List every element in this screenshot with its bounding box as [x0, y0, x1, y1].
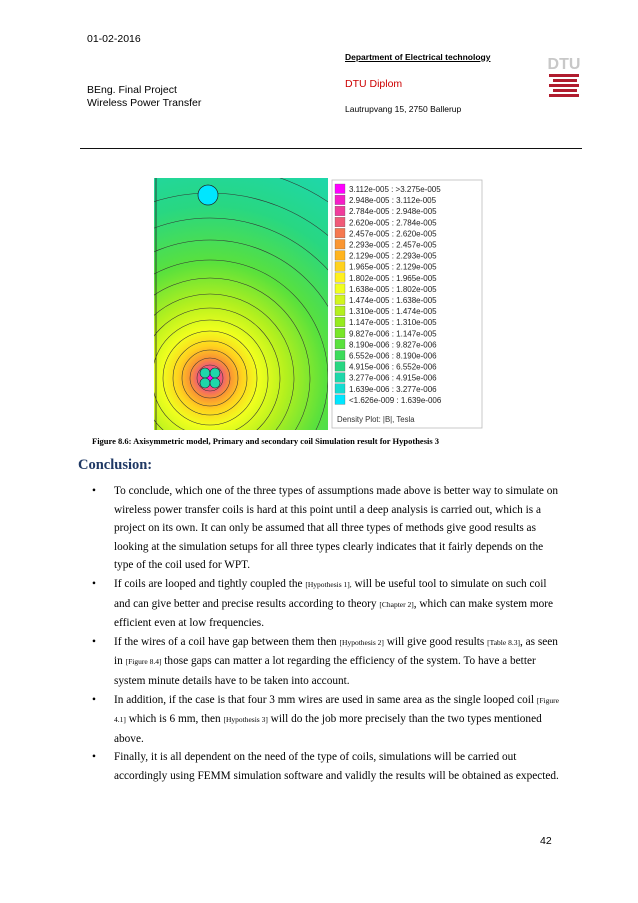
reference: [Hypothesis 3]	[223, 715, 268, 725]
header-address: Lautrupvang 15, 2750 Ballerup	[345, 104, 462, 114]
legend-label: 8.190e-006 : 9.827e-006	[349, 340, 437, 350]
section-heading: Conclusion:	[78, 457, 153, 473]
legend-label: 2.948e-005 : 3.112e-005	[349, 196, 437, 206]
project-subtitle: Wireless Power Transfer	[87, 97, 202, 109]
legend-swatch	[335, 384, 345, 394]
legend-label: 1.638e-005 : 1.802e-005	[349, 284, 437, 294]
reference: [Hypothesis 1],	[305, 579, 352, 589]
list-item: • If coils are looped and tightly coupled the [Hypothesis 1], will be useful tool to simulate on such coil and can give better and precise results according to theory [Chapter 2], which can make system more efficient even at low frequencies.	[92, 575, 564, 633]
legend-label: 1.639e-006 : 3.277e-006	[349, 384, 437, 394]
legend-label: 9.827e-006 : 1.147e-005	[349, 329, 437, 339]
legend-label: 2.784e-005 : 2.948e-005	[349, 207, 437, 217]
legend-label: 1.802e-005 : 1.965e-005	[349, 273, 437, 283]
legend-label: 1.310e-005 : 1.474e-005	[349, 307, 437, 317]
reference: [Table 8.3]	[487, 637, 520, 647]
legend-label: 2.457e-005 : 2.620e-005	[349, 229, 437, 239]
logo-stripes	[549, 74, 579, 97]
legend-label: 1.147e-005 : 1.310e-005	[349, 318, 437, 328]
reference: [Figure 4.1]	[114, 695, 559, 725]
legend-label: 1.965e-005 : 2.129e-005	[349, 262, 437, 272]
legend-swatch	[335, 395, 345, 405]
legend-swatch	[335, 306, 345, 316]
secondary-coil	[198, 185, 218, 205]
legend-swatch	[335, 184, 345, 194]
list-item	[92, 748, 564, 785]
legend-swatch	[335, 273, 345, 283]
legend-label: 6.552e-006 : 8.190e-006	[349, 351, 437, 361]
page-number: 42	[540, 835, 552, 847]
legend-swatch	[335, 251, 345, 261]
legend-swatch	[335, 206, 345, 216]
bullet-text: To conclude, which one of the three types of assumptions made above is better way to simulate on wireless power transfer coils is hard at this point until a deep analysis is carried out, which is a project on its own. It can only be assumed that all three types of methods give good results as looking at the simulation setups for all three types clearly indicates that it fairly depends on the type of the coil used for WPT.	[114, 485, 559, 572]
reference: [Hypothesis 2]	[339, 637, 384, 647]
legend-swatch	[335, 284, 345, 294]
header-rule	[80, 148, 582, 149]
legend-label: 1.474e-005 : 1.638e-005	[349, 296, 437, 305]
legend-label: 3.112e-005 : >3.275e-005	[349, 185, 441, 194]
legend-swatch	[335, 339, 345, 349]
legend-swatch	[335, 262, 345, 272]
list-item	[92, 482, 564, 575]
header-project	[87, 84, 201, 110]
reference: [Figure 8.4]	[125, 657, 162, 667]
header-dtu-diplom: DTU Diplom	[345, 78, 403, 90]
legend-swatch	[335, 217, 345, 227]
legend-label: 4.915e-006 : 6.552e-006	[349, 362, 437, 372]
legend-label: 3.277e-006 : 4.915e-006	[349, 373, 437, 383]
legend-swatch	[335, 295, 345, 305]
legend-swatch	[335, 362, 345, 372]
legend-swatch	[335, 328, 345, 338]
legend-swatch	[335, 373, 345, 383]
legend-swatch	[335, 351, 345, 361]
reference: [Chapter 2]	[379, 599, 414, 609]
legend-swatch	[335, 317, 345, 327]
simulation-figure	[154, 178, 484, 430]
legend-swatch	[335, 228, 345, 238]
legend-swatch	[335, 195, 345, 205]
legend-label: 2.620e-005 : 2.784e-005	[349, 218, 437, 228]
dtu-logo	[547, 54, 581, 100]
conclusion-list	[92, 482, 564, 786]
legend-label: 2.129e-005 : 2.293e-005	[349, 251, 437, 261]
header-date: 01-02-2016	[87, 33, 141, 45]
legend-label: 2.293e-005 : 2.457e-005	[349, 240, 437, 250]
legend-title: Density Plot: |B|, Tesla	[337, 415, 415, 424]
list-item: • In addition, if the case is that four 3 mm wires are used in same area as the single looped coil [Figure 4.1] which is 6 mm, then [Hypothesis 3] will do the job more precisely than the two types mentioned above.	[92, 691, 564, 749]
header-department: Department of Electrical technology	[345, 52, 491, 62]
project-title: BEng. Final Project	[87, 84, 177, 96]
list-item: • If the wires of a coil have gap between them then [Hypothesis 2] will give good results [Table 8.3], as seen in [Figure 8.4] those gaps can matter a lot regarding the efficiency of the system. To have a better system minute details have to be taken into account.	[92, 633, 564, 691]
logo-text: DTU	[547, 56, 581, 73]
bullet-text: Finally, it is all dependent on the need of the type of coils, simulations will be carried out accordingly using FEMM simulation software and validly the results will be obtained as expected.	[114, 751, 559, 782]
legend	[332, 180, 482, 428]
figure-caption: Figure 8.6: Axisymmetric model, Primary and secondary coil Simulation result for Hypothesis 3	[92, 436, 440, 446]
legend-label: <1.626e-009 : 1.639e-006	[349, 395, 442, 405]
legend-swatch	[335, 240, 345, 250]
